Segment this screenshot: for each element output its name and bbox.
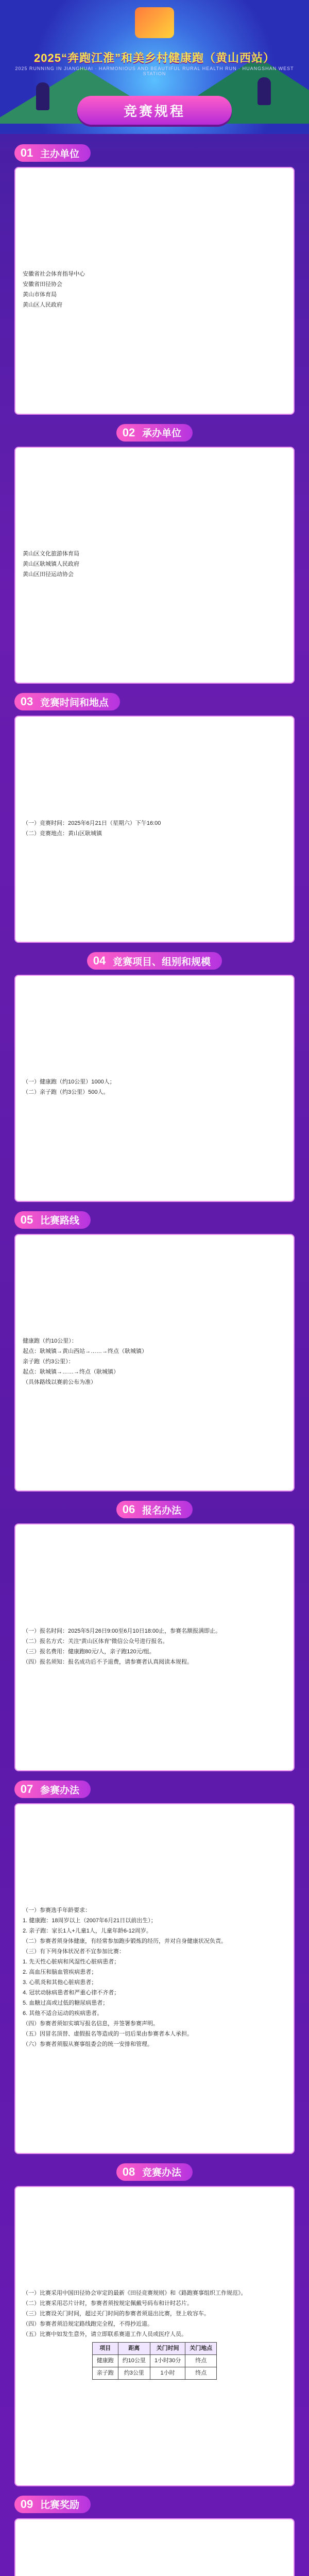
section-line: （二）亲子跑（约3公里）500人。	[23, 1089, 109, 1096]
section-title: 参赛办法	[40, 1785, 80, 1796]
table-cell: 约3公里	[118, 2367, 150, 2380]
section-heading	[14, 1211, 91, 1229]
section-line: （三）比赛设关门时间，超过关门时间的参赛者须退出比赛，登上收容车。	[23, 2311, 210, 2317]
section-line: （三）报名费用：健康跑80元/人，亲子跑120元/组。	[23, 1648, 155, 1655]
section-line: （具体路线以赛前公布为准）	[23, 1379, 96, 1386]
section-line: 黄山区田径运动协会	[23, 571, 74, 578]
section-line: 6. 其他不适合运动的疾病患者。	[23, 2010, 103, 2017]
section-title: 竞赛办法	[142, 2167, 181, 2179]
runner-figure	[36, 82, 49, 110]
table-row	[92, 2355, 217, 2367]
section-line: 黄山区文化旅游体育局	[23, 551, 79, 557]
section-line: （三）有下列身体状况者不宜参加比赛：	[23, 1948, 125, 1955]
section-number: 06	[122, 1503, 135, 1516]
section-title: 承办单位	[142, 428, 181, 439]
section-heading	[116, 424, 193, 442]
section-line: 4. 冠状动脉病患者和严重心律不齐者；	[23, 1990, 120, 1996]
rules-banner	[77, 96, 232, 125]
table-cell: 约10公里	[118, 2355, 150, 2367]
section-heading-wrap	[14, 2163, 295, 2181]
section-line: （一）比赛采用中国田径协会审定的最新《田径竞赛规则》和《路跑赛事组织工作规范》。	[23, 2290, 247, 2297]
section-number: 08	[122, 2165, 135, 2178]
section-title: 竞赛项目、组别和规模	[112, 956, 211, 968]
section-line: 起点：耿城镇→……→终点（耿城镇）	[23, 1369, 119, 1376]
section-line: 黄山市体育局	[23, 292, 57, 298]
section-heading-wrap	[14, 424, 295, 442]
section-heading	[14, 1781, 91, 1798]
section-heading-wrap	[14, 693, 295, 710]
section-number: 09	[20, 2497, 33, 2511]
section-body	[14, 716, 295, 943]
table-header-cell: 关门时间	[150, 2343, 185, 2355]
section-line: 2. 亲子跑：家长1人+儿童1人，儿童年龄6-12周岁。	[23, 1928, 152, 1935]
section-number: 01	[20, 146, 33, 159]
section-line: 起点：耿城镇→黄山西站→……→终点（耿城镇）	[23, 1348, 147, 1355]
cutoff-table	[92, 2342, 217, 2380]
table-header-cell: 项目	[92, 2343, 118, 2355]
section-line: 健康跑（约10公里）：	[23, 1338, 77, 1345]
section-line: 安徽省社会体育指导中心	[23, 271, 85, 278]
section-08	[14, 2163, 295, 2486]
section-line: （一）健康跑（约10公里）1000人；	[23, 1079, 115, 1086]
section-09	[14, 2496, 295, 2576]
section-line: 1. 先天性心脏病和风湿性心脏病患者；	[23, 1959, 120, 1965]
section-line: 2. 高血压和脑血管疾病患者；	[23, 1969, 97, 1976]
section-title: 竞赛时间和地点	[40, 697, 109, 708]
table-cell: 1小时	[150, 2367, 185, 2380]
section-heading-wrap	[14, 1211, 295, 1229]
section-heading	[116, 1501, 193, 1518]
event-title: 2025“奔跑江淮”和美乡村健康跑（黄山西站）	[34, 52, 275, 64]
section-title: 比赛路线	[40, 1215, 80, 1227]
section-line: （二）竞赛地点：黄山区耿城镇	[23, 830, 102, 837]
section-title: 主办单位	[40, 148, 80, 160]
section-line: 安徽省田径协会	[23, 281, 62, 288]
table-row	[92, 2367, 217, 2380]
section-line: 1. 健康跑：18周岁以上（2007年6月21日以前出生）；	[23, 1918, 157, 1924]
section-body	[14, 1523, 295, 1771]
section-heading	[14, 693, 120, 710]
rules-content	[14, 135, 295, 2576]
section-line: （一）报名时间：2025年5月26日9:00至6月10日18:00止，参赛名额报满即止。	[23, 1628, 221, 1634]
runner-figure	[258, 77, 271, 105]
section-heading	[116, 2163, 193, 2181]
section-number: 07	[20, 1783, 33, 1796]
section-line: （六）参赛者须服从赛事组委会的统一安排和管理。	[23, 2041, 153, 2048]
section-heading-wrap	[14, 1501, 295, 1518]
section-heading-wrap	[14, 2496, 295, 2513]
section-line: （二）比赛采用芯片计时，参赛者须按规定佩戴号码布和计时芯片。	[23, 2300, 193, 2307]
section-number: 04	[93, 954, 106, 968]
section-line: 3. 心肌炎和其他心脏病患者；	[23, 1979, 97, 1986]
table-header-row	[92, 2343, 217, 2355]
section-heading	[87, 952, 222, 970]
event-logo	[135, 7, 174, 38]
table-header-cell: 关门地点	[185, 2343, 217, 2355]
section-line: （二）报名方式：关注“黄山区体育”微信公众号进行报名。	[23, 1638, 168, 1645]
section-line: （四）参赛者须沿规定路线跑完全程，不得抄近道。	[23, 2321, 153, 2328]
section-number: 03	[20, 695, 33, 708]
section-body	[14, 167, 295, 415]
section-body	[14, 975, 295, 1202]
section-number: 05	[20, 1213, 33, 1226]
rules-banner-label: 竞赛规程	[123, 103, 185, 119]
section-body	[14, 1234, 295, 1492]
section-line: （一）参赛选手年龄要求：	[23, 1907, 91, 1914]
section-line: 5. 血糖过高或过低的糖尿病患者；	[23, 2000, 109, 2007]
section-line: （五）比赛中如发生意外，请立即联系赛道工作人员或医疗人员。	[23, 2331, 187, 2338]
event-subtitle: 2025 RUNNING IN JIANGHUAI · HARMONIOUS AND BEAUTIFUL RURAL HEALTH RUN · HUANGSHAN WEST STATION	[15, 66, 294, 76]
section-07	[14, 1781, 295, 2154]
section-body	[14, 2186, 295, 2486]
section-title: 比赛奖励	[40, 2500, 80, 2511]
section-05	[14, 1211, 295, 1492]
section-heading-wrap	[14, 952, 295, 970]
section-number: 02	[122, 426, 135, 439]
section-03	[14, 693, 295, 943]
section-06	[14, 1501, 295, 1771]
section-body	[14, 1803, 295, 2154]
section-body	[14, 2518, 295, 2576]
section-line: （五）因冒名顶替、虚假报名等造成的一切后果由参赛者本人承担。	[23, 2031, 193, 2038]
section-title: 报名办法	[142, 1505, 181, 1516]
section-heading	[14, 2496, 91, 2513]
section-heading-wrap	[14, 144, 295, 162]
table-cell: 亲子跑	[92, 2367, 118, 2380]
section-04	[14, 952, 295, 1202]
table-header-cell: 距离	[118, 2343, 150, 2355]
section-heading-wrap	[14, 1781, 295, 1798]
section-line: （四）报名须知：报名成功后不予退费，请参赛者认真阅读本规程。	[23, 1658, 193, 1665]
section-line: 黄山区人民政府	[23, 302, 62, 309]
section-line: （一）竞赛时间：2025年6月21日（星期六）下午16:00	[23, 820, 161, 826]
section-line: 亲子跑（约3公里）：	[23, 1359, 74, 1365]
table-cell: 1小时30分	[150, 2355, 185, 2367]
section-line: 黄山区耿城镇人民政府	[23, 561, 79, 568]
section-line: （二）参赛者须身体健康，有经常参加跑步锻炼的经历，并对自身健康状况负责。	[23, 1938, 227, 1945]
section-line: （四）参赛者须如实填写报名信息，并签署参赛声明。	[23, 2021, 159, 2027]
section-body	[14, 447, 295, 684]
table-cell: 健康跑	[92, 2355, 118, 2367]
table-cell: 终点	[185, 2367, 217, 2380]
section-02	[14, 424, 295, 684]
section-01	[14, 144, 295, 415]
section-heading	[14, 144, 91, 162]
table-cell: 终点	[185, 2355, 217, 2367]
